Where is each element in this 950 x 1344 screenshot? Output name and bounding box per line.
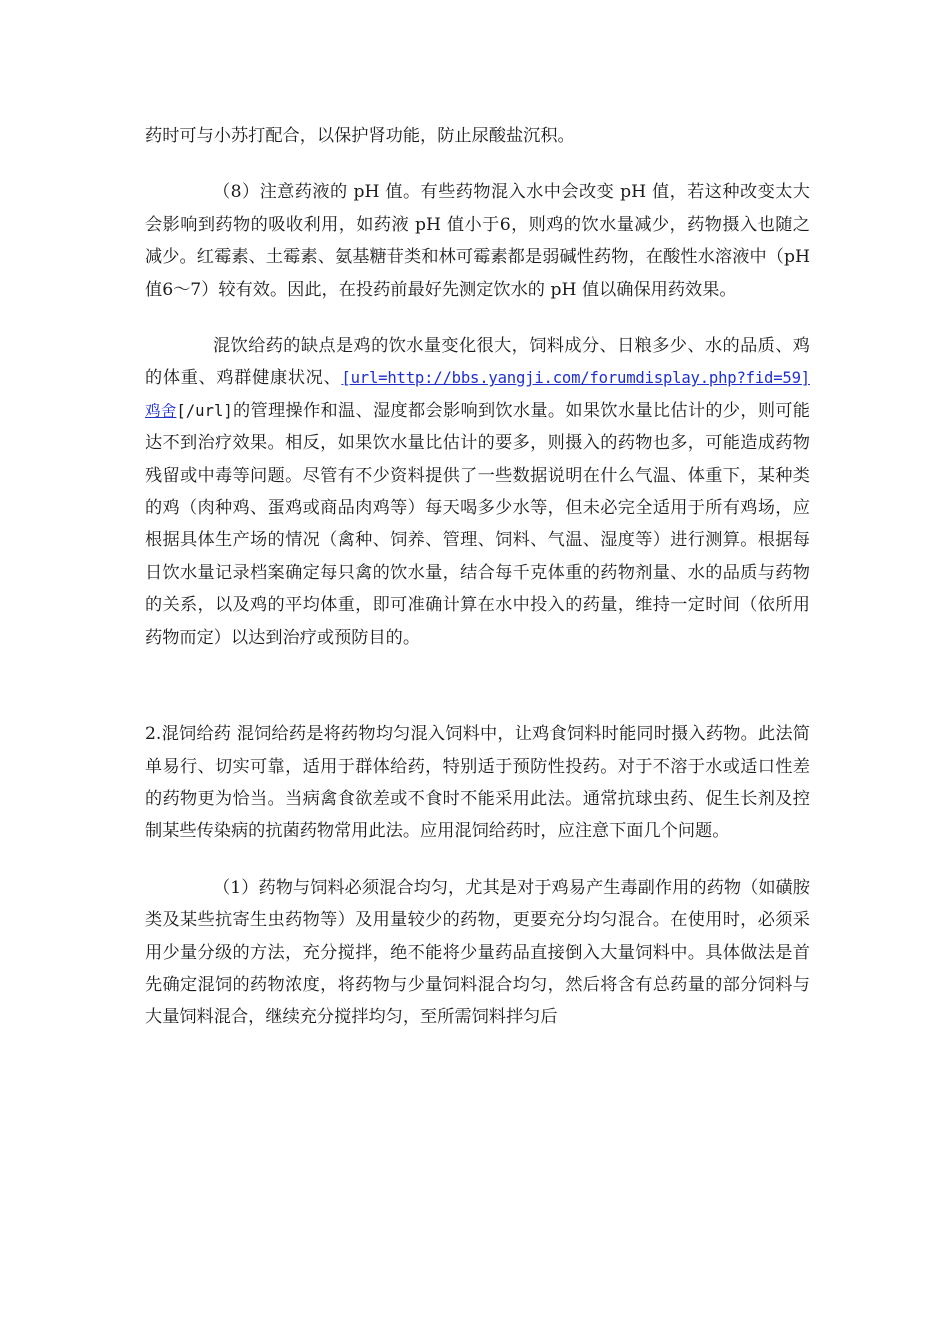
- paragraph-feed-mixing: 2.混饲给药 混饲给药是将药物均匀混入饲料中，让鸡食饲料时能同时摄入药物。此法简单易行、切实可靠，适用于群体给药，特别适于预防性投药。对于不溶于水或适口性差的药物更为恰当。当病禽食欲差或不食时不能采用此法。通常抗球虫药、促生长剂及控制某些传染病的抗菌药物常用此法。应用混饲给药时，应注意下面几个问题。: [145, 724, 810, 842]
- url-closing-tag: [/url]: [176, 401, 233, 420]
- paragraph-mixing-uniformity: （1）药物与饲料必须混合均匀，尤其是对于鸡易产生毒副作用的药物（如磺胺类及某些抗寄生虫药物等）及用量较少的药物，更要充分均匀混合。在使用时，必须采用少量分级的方法，充分搅拌，绝不能将少量药品直接倒入大量饲料中。具体做法是首先确定混饲的药物浓度，将药物与少量饲料混合均匀，然后将含有总药量的部分饲料与大量饲料混合，继续充分搅拌均匀，至所需饲料拌匀后: [145, 877, 810, 1028]
- paragraph-drinking-drawbacks: [145, 330, 810, 654]
- chicken-house-link[interactable]: [url=http://bbs.yangji.com/forumdisplay.php?fid=59]鸡舍: [145, 369, 810, 420]
- paragraph-continuation: 药时可与小苏打配合，以保护肾功能，防止尿酸盐沉积。: [145, 126, 575, 146]
- document-body: [145, 120, 810, 1034]
- paragraph-ph-value: （8）注意药液的 pH 值。有些药物混入水中会改变 pH 值，若这种改变太大会影响到药物的吸收利用，如药液 pH 值小于6，则鸡的饮水量减少，药物摄入也随之减少。红霉素、土霉素、氨基糖苷类和林可霉素都是弱碱性药物，在酸性水溶液中（pH 值6～7）较有效。因此，在投药前最好先测定饮水的 pH 值以确保用药效果。: [145, 182, 810, 300]
- paragraph-text-after-link: 的管理操作和温、湿度都会影响到饮水量。如果饮水量比估计的少，则可能达不到治疗效果。相反，如果饮水量比估计的要多，则摄入的药物也多，可能造成药物残留或中毒等问题。尽管有不少资料提供了一些数据说明在什么气温、体重下，某种类的鸡（肉种鸡、蛋鸡或商品肉鸡等）每天喝多少水等，但未必完全适用于所有鸡场，应根据具体生产场的情况（禽种、饲养、管理、饲料、气温、湿度等）进行测算。根据每日饮水量记录档案确定每只禽的饮水量，结合每千克体重的药物剂量、水的品质与药物的关系，以及鸡的平均体重，即可准确计算在水中投入的药量，维持一定时间（依所用药物而定）以达到治疗或预防目的。: [145, 400, 810, 648]
- paragraph-text-before-link: 混饮给药的缺点是鸡的饮水量变化很大，饲料成分、日粮多少、水的品质、鸡的体重、鸡群健康状况、: [145, 336, 810, 389]
